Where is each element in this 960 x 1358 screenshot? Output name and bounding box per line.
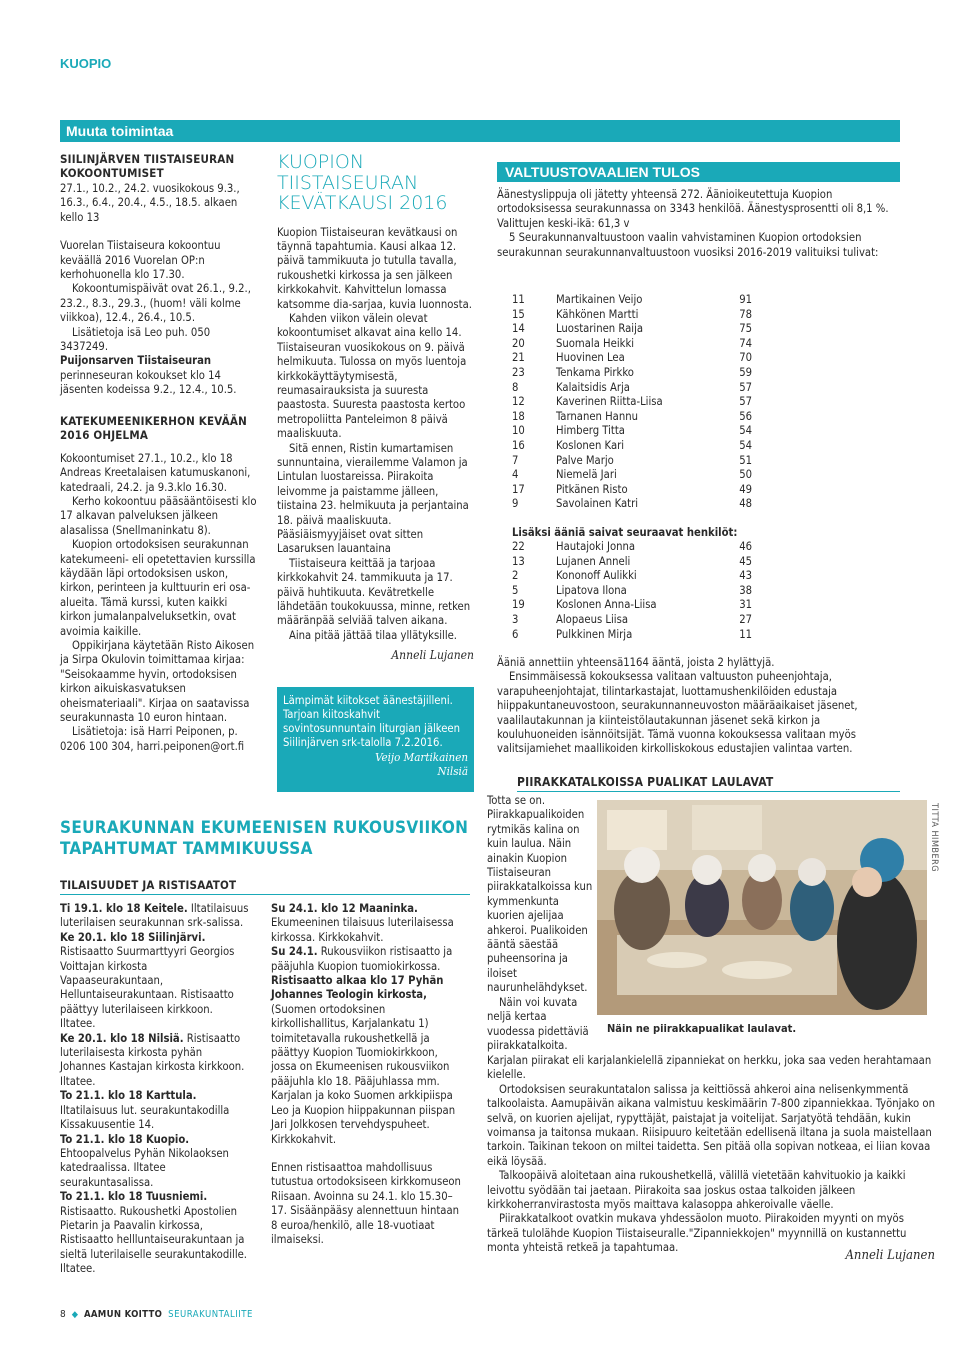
event-tuusniemi (60, 1190, 250, 1276)
candidate-name: Pitkänen Risto (556, 482, 628, 496)
event-maaninka-date: Su 24.1. klo 12 Maaninka. (271, 902, 418, 915)
tiistaiseura-title: KUOPION TIISTAISEURAN KEVÄTKAUSI 2016 (277, 151, 448, 214)
candidate-number: 11 (512, 293, 525, 306)
event-rukousviikko (271, 945, 466, 974)
event-ristisaatto (271, 974, 466, 1147)
baking-photo (597, 800, 927, 1015)
candidate-number: 8 (512, 380, 519, 394)
photo-credit: TITTA HIMBERG (929, 803, 939, 873)
tiistaiseura-p2: Kahden viikon välein olevat kokoontumiset alkavat aina kello 14. Tiistaiseuran vuosikokous on 9. päivä helmikuuta. Tulossa on myös luentoja kirkkokäyttäytymisestä, reumasairauksista ja suuresta paastosta. Suuresta paastosta kertoo metropoliitta Panteleimon 8 päivä maaliskuuta. (277, 311, 467, 441)
others-table-body (512, 540, 752, 642)
tiistaiseura-p4: Tiistaiseura keittää ja tarjoaa kirkkokahvit 24. tammikuuta ja 17. päivä huhtikuuta. Kevätretkelle lähdetään toukokuussa, minne, retken määränpää selviää talven aikana. (277, 556, 471, 628)
candidate-number: 5 (512, 583, 519, 597)
candidate-row (512, 308, 752, 323)
candidate-row (512, 598, 752, 613)
candidate-name: Kähkönen Martti (556, 307, 639, 321)
katekumeeni-dates: Kokoontumiset 27.1., 10.2., klo 18 Andreas Kreetalaisen katumuskanoni, katedraali, 24.2. ja 9.3.klo 16.30. (60, 451, 251, 494)
column-siilinjarvi-katekumeeni (60, 152, 258, 754)
candidate-name: Savolainen Katri (556, 497, 639, 511)
others-heading: Lisäksi ääniä saivat seuraavat henkilöt: (512, 526, 738, 539)
piirakka-body (487, 1054, 935, 1256)
candidate-votes: 31 (739, 598, 752, 612)
vuorela-paragraph: Vuorelan Tiistaiseura kokoontuu keväällä 2016 Vuorelan OP:n kerhohuonella klo 17.30. (60, 239, 221, 282)
candidate-row (512, 424, 752, 439)
puijonsarvi-paragraph (60, 354, 258, 397)
photo-caption: Näin ne piirakkapualikat laulavat. (607, 1022, 797, 1035)
valtuusto-outro-p1: Ääniä annettiin yhteensä1164 ääntä, joista 2 hylättyjä. (497, 656, 775, 669)
event-rukousviikko-text: Rukousviikon ristisaatto ja pääjuhla Kuopion tuomiokirkossa. (271, 945, 453, 973)
candidate-name: Niemelä Jari (556, 468, 617, 482)
candidate-votes: 57 (739, 380, 752, 394)
event-ristisaatto-text: (Suomen ortodoksinen kirkollishallitus, Karjalankatu 1) toimitetavalla rukoushetkellä ja päättyy Kuopion Tuomiokirkkoon, jossa on Ekumeenisen rukousviikon pääjuhla klo 18. Pääjuhlassa mm. Karjalan ja koko Suomen arkkipiispa Leo ja Kuopion hiippakunnan piispan Jari Jolkkosen tervehdyspuheet. Kirkkokahvit. (271, 1002, 456, 1146)
event-nilsia (60, 1032, 250, 1090)
ekumeeninen-column-1 (60, 902, 250, 1277)
candidate-number: 20 (512, 336, 525, 350)
thanks-signature-place: Nilsiä (437, 764, 468, 778)
candidate-name: Koslonen Kari (556, 438, 625, 452)
candidate-votes: 70 (739, 351, 752, 365)
candidate-votes: 56 (739, 409, 752, 423)
thanks-line-1: Lämpimät kiitokset äänestäjilleni. (283, 694, 453, 707)
page-number: 8 (60, 1309, 66, 1320)
candidate-name: Hautajoki Jonna (556, 540, 636, 553)
event-siilinjarvi-text: Ristisaatto Suurmarttyyri Georgios Voittajan kirkosta Vapaaseurakuntaan, Helluntaiseurakuntaan. Ristisaatto päättyy luterilaiseen kirkkoon. Iltatee. (60, 945, 235, 1031)
candidate-number: 21 (512, 351, 525, 365)
katekumeeni-description: Kuopion ortodoksisen seurakunnan katekumeeni- eli opetettavien kurssilla käydään läpi ortodoksisen uskon, kirkon, perinteen ja kulttuurin eri osa-alueita. Tämä kurssi, kuten kaikki kirkon jumalanpalveluksetkin, ovat avoimia kaikille. (60, 538, 256, 638)
candidate-votes: 91 (739, 293, 752, 306)
candidate-votes: 59 (739, 365, 752, 379)
event-maaninka-text: Ekumeeninen tilaisuus luterilaisessa kirkossa. Kirkkokahvit. (271, 916, 454, 944)
candidate-votes: 45 (739, 554, 752, 568)
candidate-row (512, 366, 752, 381)
event-kuopio-date: To 21.1. klo 18 Kuopio. (60, 1132, 190, 1146)
event-karttula-text: Iltatilaisuus lut. seurakuntakodilla Kissakuusentie 14. (60, 1103, 230, 1132)
candidate-number: 3 (512, 612, 519, 626)
candidate-row (512, 468, 752, 483)
event-kuopio-text: Ehtoopalvelus Pyhän Nikolaoksen katedraalissa. Iltatee seurakuntasalissa. (60, 1146, 229, 1189)
valtuusto-intro-p2: 5 Seurakunnanvaltuustoon vaalin vahvistaminen Kuopion ortodoksien seurakunnan seurakunnanvaltuustoon vuosiksi 2016-2019 valituiksi tulivat: (497, 231, 879, 259)
muuta-toimintaa-banner: Muuta toimintaa (60, 120, 900, 142)
candidate-votes: 78 (739, 307, 752, 321)
candidate-row (512, 351, 752, 366)
event-karttula (60, 1089, 250, 1132)
event-museo: Ennen ristisaattoa mahdollisuus tutustua ortodoksiseen kirkkomuseon Riisaan. Avoinna su 24.1. klo 15.30–17. Sisäänpääsy alennettuun hintaan 8 euroa/henkilö, alle 18-vuotiaat ilmaiseksi. (271, 1160, 461, 1246)
candidate-name: Huovinen Lea (556, 351, 625, 365)
piirakka-left-p2: Näin voi kuvata neljä kertaa vuodessa pidettäviä piirakkatalkoita. (487, 995, 589, 1052)
candidate-number: 13 (512, 554, 525, 568)
candidate-number: 4 (512, 468, 519, 482)
tilaisuudet-heading: TILAISUUDET JA RISTISAATOT (60, 878, 237, 892)
magazine-brand: AAMUN KOITTO (83, 1309, 163, 1320)
candidate-row (512, 454, 752, 469)
event-tuusniemi-text: Ristisaatto. Rukoushetki Apostolien Pietarin ja Paavalin kirkossa, Ristisaatto hellluntaiseurakuntaan ja sieltä luterilaiselle seurakuntakodille. Iltatee. (60, 1204, 248, 1276)
tiistaiseura-p1: Kuopion Tiistaiseuran kevätkausi on täynnä tapahtumia. Kausi alkaa 12. päivä tammikuuta jo tutulla tavalla, rukoushetki kirkossa ja sen jälkeen kirkkokahvit. Kahvittelun lomassa katsomme dia-sarjaa, kuvia luonnosta. (277, 225, 472, 311)
piirakka-rule (517, 791, 900, 792)
event-keitele-text: Iltatilaisuus luterilaisen seurakunnan srk-salissa. (60, 902, 249, 930)
candidate-number: 9 (512, 497, 519, 511)
event-nilsia-date: Ke 20.1. klo 18 Nilsiä. (60, 1031, 184, 1045)
puijonsarvi-text: perinneseuran kokoukset klo 14 jäsenten kodeissa 9.2., 12.4., 10.5. (60, 368, 237, 397)
valtuusto-outro-p2: Ensimmäisessä kokouksessa valitaan valtuuston puheenjohtaja, varapuheenjohtajat, tilintarkastajat, luottamushenkilöiden edustaja hiippakuntaneuvostoon, seurakunnanneuvoston määräaikaiset jäsenet, vaalilautakunnan ja kiinteistölautakunnan jäsenet sekä kirkon ja kouluhuoneiden isännöitsijät. Tämä vuonna kokouksessa valitaan myös valitsijamiehet maallikoiden kirkolliskokous edustajien valintaa varten. (497, 670, 858, 756)
event-keitele (60, 902, 250, 931)
katekumeeni-contact: Lisätietoja: isä Harri Peiponen, p. 0206 100 304, harri.peiponen@ort.fi (60, 725, 245, 753)
candidate-number: 17 (512, 482, 525, 496)
event-siilinjarvi-date: Ke 20.1. klo 18 Siilinjärvi. (60, 930, 206, 944)
candidate-row (512, 381, 752, 396)
ekumeeninen-title: SEURAKUNNAN EKUMEENISEN RUKOUSVIIKON TAPAHTUMAT TAMMIKUUSSA (60, 818, 469, 859)
vuorela-dates: Kokoontumispäivät ovat 26.1., 9.2., 23.2., 8.3., 29.3., (huom! väli kolme viikkoa), 12.4., 26.4., 10.5. (60, 282, 251, 325)
tiistaiseura-p5: Aina pitää jättää tilaa yllätyksille. (289, 628, 458, 642)
candidate-votes: 74 (739, 336, 752, 350)
piirakka-left-text (487, 794, 593, 1053)
katekumeeni-location: Kerho kokoontuu pääsääntöisesti klo 17 alkavan palveluksen jälkeen alasalissa (Snellmaninkatu 8). (60, 494, 257, 537)
candidate-row (512, 439, 752, 454)
candidate-number: 18 (512, 409, 525, 423)
event-nilsia-text: Ristisaatto luterilaisesta kirkosta pyhän Johannes Kastajan kirkosta kirkkoon. Iltatee. (60, 1031, 245, 1088)
candidate-number: 2 (512, 569, 519, 583)
tilaisuudet-rule (60, 894, 470, 895)
candidate-votes: 46 (739, 540, 752, 553)
valtuusto-heading: VALTUUSTOVAALIEN TULOS (497, 162, 900, 182)
valtuusto-intro-p1: Äänestyslippuja oli jätetty yhteensä 272. Äänioikeutettuja Kuopion ortodoksisessa seurakunnassa on 3343 henkilöä. Äänestysprosentti oli 8,1 %. Valittujen keski-ikä: 61,3 v (497, 188, 889, 230)
vuorela-contact: Lisätietoja isä Leo puh. 050 3437249. (60, 325, 211, 354)
event-kuopio (60, 1133, 250, 1191)
page-footer (60, 1309, 253, 1320)
event-rukousviikko-date: Su 24.1. (271, 945, 318, 959)
katekumeeni-book: Oppikirjana käytetään Risto Aikosen ja Sirpa Okulovin toimittamaa kirjaa: "Seisokaamme hyvin, ortodoksisen kirkon aikuiskasvatuksen oheismateriaali". Kirjaa on saatavissa seurakunnasta 10 euron hintaan. (60, 638, 255, 724)
valtuusto-outro (497, 656, 900, 757)
thanks-signature-name: Veijo Martikainen (375, 750, 468, 764)
tiistaiseura-p3: Sitä ennen, Ristin kumartamisen sunnuntaina, vierailemme Valamon ja Lintulan luostareissa. Piirakoita leivomme ja paistamme jälleen, tiistaina 23. helmikuuta ja perjantaina 18. päivä maaliskuuta. Pääsiäismyyjäiset ovat sitten Lasaruksen lauantaina (277, 441, 469, 556)
candidate-name: Koslonen Anna-Liisa (556, 598, 657, 612)
candidate-number: 12 (512, 395, 525, 409)
piirakka-body-p2: Ortodoksisen seurakuntatalon salissa ja keittiössä ahkeroi aina nelisenkymmentä talkoolaista. Aamupäivän aikana valmistuu keskimäärin 7-800 zipanniekkaa. Työnjako on selvä, on kuorien ajelijat, rypyttäjät, paistajat ja voitelijat. Sarjatyötä tehdään, kukin voimansa ja taitonsa mukaan. Riisipuuro keitetään edellisenä iltana ja suola maistellaan tarkoin. Taikinan tekoon on miltei taidetta. Sen pitää olla sopivan notkeaa, ei liian kovaa eikä löysää. (487, 1082, 935, 1168)
candidate-name: Suomala Heikki (556, 336, 635, 350)
event-siilinjarvi (60, 931, 250, 1032)
candidate-name: Himberg Titta (556, 424, 625, 438)
candidate-votes: 38 (739, 583, 752, 597)
event-maaninka (271, 902, 466, 945)
candidate-votes: 49 (739, 482, 752, 496)
baking-photo-illustration (597, 800, 927, 1015)
piirakka-body-p4: Piirakkatalkoot ovatkin mukava yhdessäolon muoto. Piirakoiden myynti on myös tärkeä tulolähde Kuopion Tiistaiseuralle."Zipanniekkojen" myynnillä on kustannettu monta yhteistä retkeä ja tapahtumaa. (487, 1212, 907, 1255)
candidate-name: Kononoff Aulikki (556, 569, 637, 583)
candidate-row (512, 410, 752, 425)
candidate-votes: 11 (739, 627, 752, 641)
section-label: KUOPIO (60, 56, 112, 71)
candidate-votes: 50 (739, 468, 752, 482)
event-karttula-date: To 21.1. klo 18 Karttula. (60, 1089, 197, 1103)
candidate-number: 19 (512, 598, 525, 612)
magazine-section: SEURAKUNTALIITE (168, 1309, 253, 1320)
candidate-votes: 54 (739, 424, 752, 438)
candidate-row (512, 628, 752, 643)
candidate-row (512, 293, 752, 308)
candidate-number: 15 (512, 307, 525, 321)
ekumeeninen-column-2 (271, 902, 466, 1247)
candidate-name: Pulkkinen Mirja (556, 627, 633, 641)
candidate-votes: 57 (739, 395, 752, 409)
piirakka-body-p3: Talkoopäivä aloitetaan aina rukoushetkellä, välillä vietetään kahvituokio ja kaikki leivottu syödään tai jaetaan. Piirakoita saa joskus ostaa talkoiden jälkeen kirkkoherranvirastosta myös maittava kalasoppa ahkeroivalle väelle. (487, 1169, 906, 1212)
candidate-number: 22 (512, 540, 525, 553)
siilinjarvi-dates: 27.1., 10.2., 24.2. vuosikokous 9.3., 16.3., 6.4., 20.4., 4.5., 18.5. alkaen kello 13 (60, 182, 240, 224)
candidate-row (512, 613, 752, 628)
candidate-row (512, 395, 752, 410)
event-ristisaatto-date: Ristisaatto alkaa klo 17 Pyhän Johannes Teologin kirkosta, (271, 974, 444, 1002)
candidate-name: Luostarinen Raija (556, 322, 644, 336)
candidate-row (512, 483, 752, 498)
siilinjarvi-heading: SIILINJÄRVEN TIISTAISEURAN KOKOONTUMISET (60, 152, 235, 180)
candidate-number: 14 (512, 322, 525, 336)
candidate-name: Palve Marjo (556, 453, 614, 467)
piirakka-heading: PIIRAKKATALKOISSA PUALIKAT LAULAVAT (517, 775, 774, 789)
candidate-row (512, 322, 752, 337)
candidate-row (512, 555, 752, 570)
candidate-name: Tarnanen Hannu (556, 409, 638, 423)
thanks-box (277, 687, 474, 792)
candidate-name: Kaverinen Riitta-Liisa (556, 395, 663, 409)
candidate-row (512, 584, 752, 599)
elected-table (512, 293, 752, 512)
candidate-name: Kalaitsidis Arja (556, 380, 630, 394)
event-tuusniemi-date: To 21.1. klo 18 Tuusniemi. (60, 1190, 208, 1204)
candidate-name: Lipatova Ilona (556, 583, 627, 597)
column-tiistaiseura (277, 152, 474, 663)
valtuusto-intro (497, 188, 900, 260)
tiistaiseura-signature: Anneli Lujanen (391, 648, 474, 663)
candidate-votes: 48 (739, 497, 752, 511)
candidate-votes: 75 (739, 322, 752, 336)
puijonsarvi-name: Puijonsarven Tiistaiseuran (60, 354, 212, 368)
candidate-number: 7 (512, 453, 519, 467)
candidate-row (512, 497, 752, 512)
candidate-name: Tenkama Pirkko (556, 365, 634, 379)
thanks-line-2: Tarjoan kiitoskahvit sovintosunnuntain liturgian jälkeen Siilinjärven srk-talolla 7.2.2016. (283, 708, 461, 749)
candidate-number: 10 (512, 424, 525, 438)
candidate-name: Lujanen Anneli (556, 554, 631, 568)
candidate-number: 6 (512, 627, 519, 641)
elected-table-body (512, 293, 752, 512)
candidate-votes: 43 (739, 569, 752, 583)
piirakka-body-p1: Karjalan piirakat eli karjalankielellä zipanniekat on herkku, joka saa veden herahtamaan kielelle. (487, 1054, 932, 1082)
candidate-votes: 51 (739, 453, 752, 467)
diamond-icon: ◆ (71, 1309, 78, 1320)
candidate-number: 16 (512, 438, 525, 452)
candidate-votes: 27 (739, 612, 752, 626)
event-keitele-date: Ti 19.1. klo 18 Keitele. (60, 902, 188, 915)
piirakka-signature: Anneli Lujanen (845, 1248, 935, 1263)
candidate-row (512, 337, 752, 352)
piirakka-left-p1: Totta se on. Piirakkapualikoiden rytmikäs kalina on kuin laulua. Näin ainakin Kuopion Tiistaiseuran piirakkatalkoissa kun kymmenkunta kuorien ajelijaa ahkeroi. Pualikoiden ääntä säestää puheensorina ja iloiset naurunhelähdykset. (487, 794, 593, 995)
others-table (512, 540, 752, 642)
candidate-row (512, 540, 752, 555)
candidate-number: 23 (512, 365, 525, 379)
candidate-name: Martikainen Veijo (556, 293, 643, 306)
katekumeeni-heading: KATEKUMEENIKERHON KEVÄÄN 2016 OHJELMA (60, 413, 247, 442)
candidate-votes: 54 (739, 438, 752, 452)
candidate-name: Alopaeus Liisa (556, 612, 629, 626)
candidate-row (512, 569, 752, 584)
